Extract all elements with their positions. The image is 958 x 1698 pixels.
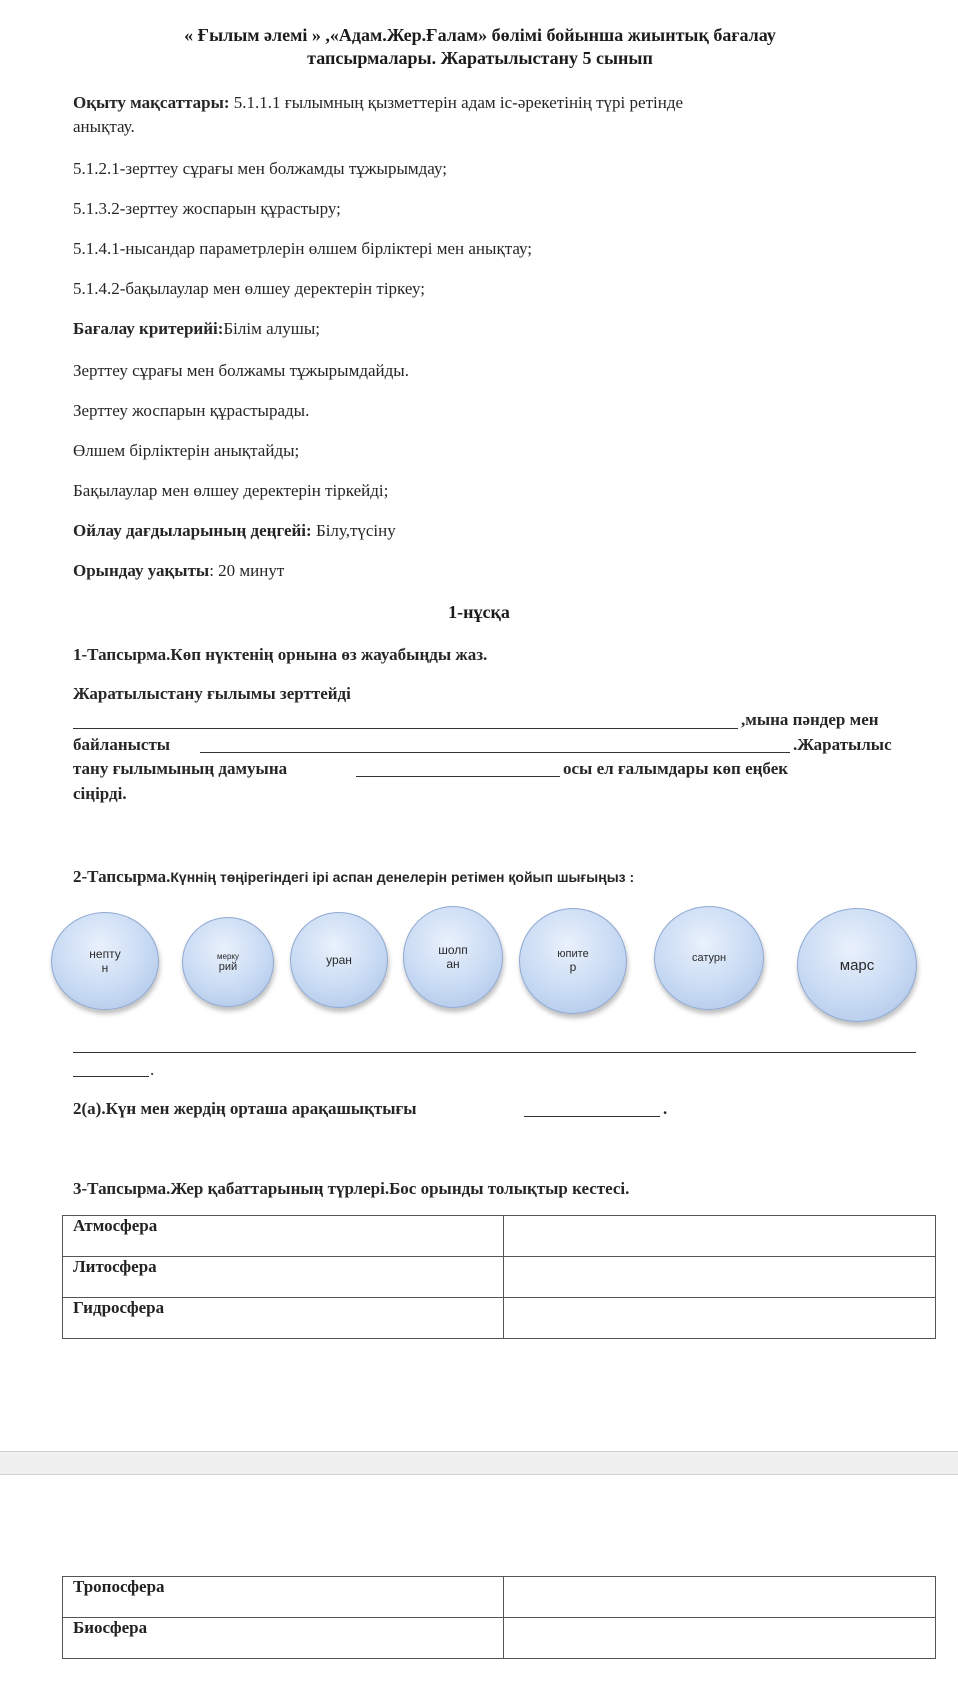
layer-name: Тропосфера <box>63 1577 504 1618</box>
planet-venus[interactable] <box>403 906 503 1008</box>
objective-item: 5.1.4.1-нысандар параметрлерін өлшем бірліктері мен анықтау; <box>73 239 533 258</box>
document-title-line2: тапсырмалары. Жаратылыстану 5 сынып <box>307 48 653 68</box>
table-row <box>63 1298 936 1339</box>
document-title-line1: « Ғылым әлемі » ,«Адам.Жер.Ғалам» бөлімі бойынша жиынтық бағалау <box>184 25 776 45</box>
layer-answer-cell[interactable] <box>504 1298 936 1339</box>
task2-line-end: . <box>150 1060 155 1079</box>
objective-item: 5.1.2.1-зерттеу сұрағы мен болжамды тұжырымдау; <box>73 159 447 178</box>
layer-answer-cell[interactable] <box>504 1618 936 1659</box>
layer-answer-cell[interactable] <box>504 1577 936 1618</box>
planet-jupiter[interactable] <box>519 908 627 1014</box>
task1-line4-end: осы ел ғалымдары көп еңбек <box>563 759 789 778</box>
table-row <box>63 1618 936 1659</box>
duration <box>73 560 284 581</box>
task2-heading-bold: 2-Тапсырма. <box>73 867 171 886</box>
layers-table-page1 <box>62 1215 936 1339</box>
task1-line2-end: ,мына пәндер мен <box>741 710 879 729</box>
planet-label: шолп <box>438 943 468 957</box>
task1-line3-end: .Жаратылыс <box>793 735 892 754</box>
planet-label: уран <box>326 953 352 967</box>
task1-blank-1[interactable] <box>73 728 738 729</box>
task2a-end: . <box>663 1099 668 1118</box>
layer-name: Биосфера <box>63 1618 504 1659</box>
layer-name: Атмосфера <box>63 1216 504 1257</box>
thinking-label: Ойлау дағдыларының деңгейі: <box>73 521 312 540</box>
objectives-first-cont: анықтау. <box>73 117 135 136</box>
task2a-label: 2(а).Күн мен жердің орташа арақашықтығы <box>73 1099 417 1118</box>
task2-heading <box>73 866 634 888</box>
criteria <box>73 318 320 339</box>
table-row <box>63 1216 936 1257</box>
task1-line1: Жаратылыстану ғылымы зерттейді <box>73 684 351 703</box>
task1-line5: сіңірді. <box>73 784 127 803</box>
layer-answer-cell[interactable] <box>504 1216 936 1257</box>
planet-uranus[interactable] <box>290 912 388 1008</box>
layer-name: Гидросфера <box>63 1298 504 1339</box>
task1-line4-start: тану ғылымының дамуына <box>73 759 288 778</box>
criteria-value: Білім алушы; <box>223 319 321 338</box>
task1-blank-3[interactable] <box>356 776 560 777</box>
task2-answer-line[interactable] <box>73 1052 916 1053</box>
layers-table-page2 <box>62 1576 936 1659</box>
task3-heading: 3-Тапсырма.Жер қабаттарының түрлері.Бос орынды толықтыр кестесі. <box>73 1179 630 1198</box>
objective-item: 5.1.3.2-зерттеу жоспарын құрастыру; <box>73 199 341 218</box>
thinking-level <box>73 520 396 541</box>
variant-label: 1-нұсқа <box>448 602 510 622</box>
objectives-first: 5.1.1.1 ғылымның қызметтерін адам іс-әрекетінің түрі ретінде <box>229 93 684 112</box>
planet-saturn[interactable] <box>654 906 764 1010</box>
planet-label: рий <box>218 960 238 973</box>
planet-label: р <box>569 960 577 974</box>
layer-answer-cell[interactable] <box>504 1257 936 1298</box>
planet-mercury[interactable] <box>182 917 274 1007</box>
task2a-blank[interactable] <box>524 1116 660 1117</box>
table-row <box>63 1257 936 1298</box>
objectives-label: Оқыту мақсаттары: <box>73 93 230 112</box>
task2-answer-line-2[interactable] <box>73 1076 149 1077</box>
thinking-value: Білу,түсіну <box>311 521 396 540</box>
planet-label: юпите <box>557 948 589 960</box>
task1-blank-2[interactable] <box>200 752 790 753</box>
page-break <box>0 1451 958 1475</box>
task1-line3-start: байланысты <box>73 735 171 754</box>
planet-label: марс <box>839 956 875 974</box>
objective-item: 5.1.4.2-бақылаулар мен өлшеу деректерін тіркеу; <box>73 279 426 298</box>
criteria-item: Зерттеу жоспарын құрастырады. <box>73 401 310 420</box>
planet-mars[interactable] <box>797 908 917 1022</box>
duration-label: Орындау уақыты <box>73 561 210 580</box>
objectives <box>73 92 873 113</box>
planet-neptune[interactable] <box>51 912 159 1010</box>
task1-heading: 1-Тапсырма.Көп нүктенің орнына өз жауабыңды жаз. <box>73 645 488 664</box>
planet-label: сатурн <box>691 952 727 964</box>
task2-heading-rest: Күннің төңірегіндегі ірі аспан денелерін ретімен қойып шығыңыз : <box>170 869 635 885</box>
planet-label: мерку <box>217 951 239 961</box>
layer-name: Литосфера <box>63 1257 504 1298</box>
criteria-item: Бақылаулар мен өлшеу деректерін тіркейді; <box>73 481 389 500</box>
table-row <box>63 1577 936 1618</box>
criteria-item: Зерттеу сұрағы мен болжамы тұжырымдайды. <box>73 361 409 380</box>
criteria-item: Өлшем бірліктерін анықтайды; <box>73 441 300 460</box>
criteria-label: Бағалау критерийі: <box>73 319 224 338</box>
planet-label: непту <box>89 947 121 961</box>
planet-label: н <box>101 961 109 975</box>
planet-label: ан <box>446 957 460 971</box>
duration-value: : 20 минут <box>209 561 285 580</box>
